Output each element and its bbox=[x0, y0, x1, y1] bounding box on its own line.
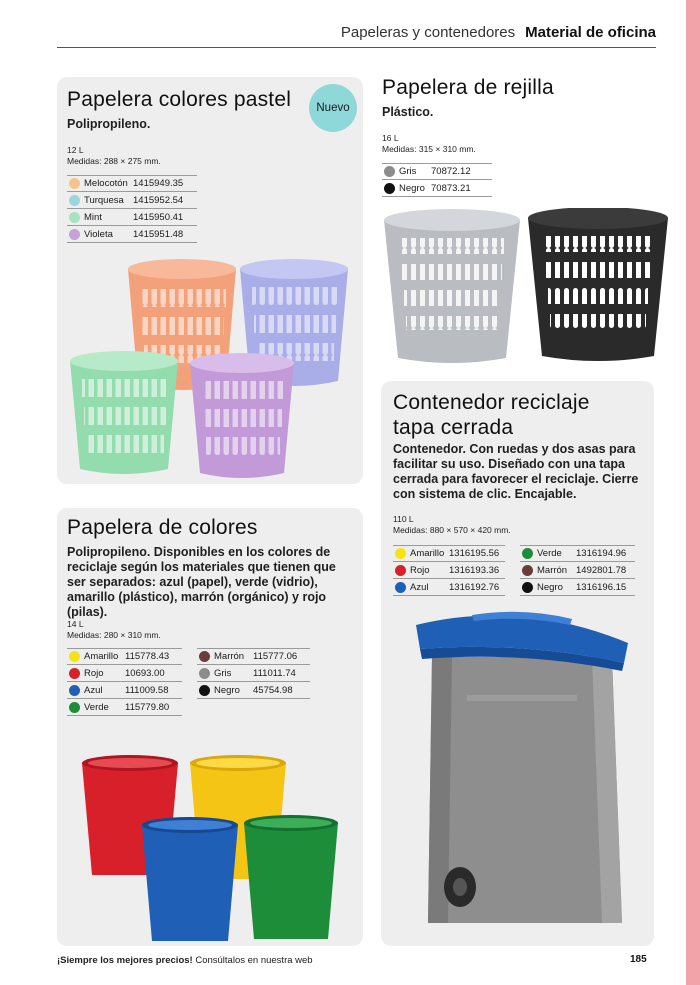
variant-name: Azul bbox=[84, 684, 103, 696]
variant-name: Rojo bbox=[410, 564, 430, 576]
color-swatch bbox=[522, 565, 533, 576]
dimensions-contenedor: Medidas: 880 × 570 × 420 mm. bbox=[393, 525, 511, 535]
product-title-rejilla: Papelera de rejilla bbox=[382, 76, 554, 99]
variant-row bbox=[382, 180, 492, 197]
variant-table-rejilla bbox=[382, 163, 492, 197]
page-header bbox=[338, 24, 656, 46]
variant-row bbox=[197, 648, 310, 665]
blue-bin bbox=[142, 817, 238, 941]
variant-name: Verde bbox=[84, 701, 109, 713]
variant-row bbox=[67, 682, 182, 699]
product-description-colores: Polipropileno. Disponibles en los colores de reciclaje según los materiales que tienen que ser separados: azul (papel), verde (vidrio), amarillo (plástico), marrón (orgánico) y rojo (pilas). bbox=[67, 545, 336, 619]
variant-row bbox=[67, 226, 197, 243]
pastel-bins-image bbox=[60, 255, 360, 480]
variant-code: 1415950.41 bbox=[133, 211, 184, 223]
capacity-rejilla: 16 L bbox=[382, 133, 399, 143]
variant-table-colores-left bbox=[67, 648, 182, 716]
variant-name: Negro bbox=[399, 182, 425, 194]
side-color-strip bbox=[686, 0, 700, 985]
variant-row bbox=[393, 579, 505, 596]
new-badge: Nuevo bbox=[309, 84, 357, 132]
variant-row bbox=[520, 579, 635, 596]
variant-row bbox=[67, 648, 182, 665]
variant-code: 111009.58 bbox=[125, 684, 169, 696]
variant-code: 115778.43 bbox=[125, 651, 170, 662]
variant-code: 1316194.96 bbox=[576, 548, 627, 559]
product-meta-rejilla bbox=[382, 133, 476, 155]
variant-row bbox=[520, 545, 635, 562]
variant-code: 1316192.76 bbox=[449, 581, 500, 593]
variant-name: Marrón bbox=[537, 564, 568, 576]
color-swatch bbox=[69, 651, 80, 662]
variant-row bbox=[67, 665, 182, 682]
color-swatch bbox=[395, 548, 406, 559]
variant-name: Amarillo bbox=[410, 548, 445, 559]
variant-code: 1492801.78 bbox=[576, 564, 627, 576]
variant-name: Melocotón bbox=[84, 178, 128, 189]
variant-name: Amarillo bbox=[84, 651, 119, 662]
variant-name: Gris bbox=[399, 166, 417, 177]
variant-row bbox=[382, 163, 492, 180]
variant-row bbox=[67, 192, 197, 209]
capacity-colores: 14 L bbox=[67, 619, 84, 629]
color-swatch bbox=[522, 582, 533, 593]
footer-bold: ¡Siempre los mejores precios! bbox=[57, 955, 193, 966]
variant-code: 115779.80 bbox=[125, 701, 170, 713]
variant-name: Gris bbox=[214, 667, 232, 679]
color-swatch bbox=[199, 685, 210, 696]
variant-name: Rojo bbox=[84, 667, 104, 679]
capacity-contenedor: 110 L bbox=[393, 514, 414, 524]
product-title-colores: Papelera de colores bbox=[67, 516, 258, 539]
product-meta-contenedor bbox=[393, 514, 511, 536]
capacity-pastel: 12 L bbox=[67, 145, 84, 155]
variant-row bbox=[197, 682, 310, 699]
color-swatch bbox=[395, 582, 406, 593]
mint-bin bbox=[70, 351, 178, 474]
variant-row bbox=[393, 545, 505, 562]
footer-text: Consúltalos en nuestra web bbox=[195, 955, 313, 966]
variant-code: 1415949.35 bbox=[133, 178, 184, 189]
variant-row bbox=[67, 209, 197, 226]
variant-name: Violeta bbox=[84, 228, 113, 240]
variant-code: 45754.98 bbox=[253, 684, 293, 696]
variant-name: Marrón bbox=[214, 651, 245, 662]
variant-table-colores-right bbox=[197, 648, 310, 699]
color-swatch bbox=[69, 178, 80, 189]
rejilla-bins-image bbox=[382, 208, 672, 373]
variant-row bbox=[520, 562, 635, 579]
variant-code: 1316195.56 bbox=[449, 548, 500, 559]
green-bin bbox=[244, 815, 338, 939]
header-category: Papeleras y contenedores bbox=[340, 24, 516, 41]
variant-row bbox=[197, 665, 310, 682]
variant-table-pastel bbox=[67, 175, 197, 243]
variant-name: Verde bbox=[537, 548, 562, 559]
variant-code: 70872.12 bbox=[431, 166, 471, 177]
color-swatch bbox=[69, 685, 80, 696]
color-swatch bbox=[69, 668, 80, 679]
variant-table-contenedor-left bbox=[393, 545, 505, 596]
variant-row bbox=[393, 562, 505, 579]
gray-mesh-bin bbox=[384, 209, 520, 363]
variant-name: Turquesa bbox=[84, 194, 124, 206]
product-meta-pastel bbox=[67, 145, 161, 167]
color-swatch bbox=[199, 651, 210, 662]
variant-name: Azul bbox=[410, 581, 429, 593]
violet-bin bbox=[190, 353, 294, 478]
color-swatch bbox=[69, 212, 80, 223]
variant-row bbox=[67, 699, 182, 716]
variant-table-contenedor-right bbox=[520, 545, 635, 596]
color-swatch bbox=[384, 183, 395, 194]
product-subtitle-rejilla: Plástico. bbox=[382, 105, 434, 119]
colored-bins-image bbox=[80, 755, 345, 945]
container-image bbox=[412, 605, 637, 940]
color-swatch bbox=[199, 668, 210, 679]
product-subtitle-pastel: Polipropileno. bbox=[67, 117, 151, 131]
color-swatch bbox=[69, 702, 80, 713]
variant-code: 1415952.54 bbox=[133, 194, 184, 206]
page-number: 185 bbox=[630, 954, 647, 965]
color-swatch bbox=[69, 195, 80, 206]
product-meta-colores bbox=[67, 619, 161, 641]
variant-row bbox=[67, 175, 197, 192]
variant-code: 10693.00 bbox=[125, 667, 165, 679]
product-title-contenedor-line2: tapa cerrada bbox=[393, 416, 514, 439]
variant-code: 111011.74 bbox=[253, 667, 296, 679]
wheelie-bin bbox=[416, 612, 628, 923]
header-section: Material de oficina bbox=[525, 24, 656, 41]
dimensions-colores: Medidas: 280 × 310 mm. bbox=[67, 630, 161, 640]
variant-code: 1415951.48 bbox=[133, 228, 184, 240]
color-swatch bbox=[384, 166, 395, 177]
footer-note bbox=[57, 955, 313, 966]
variant-code: 1316196.15 bbox=[576, 581, 627, 593]
product-title-contenedor bbox=[393, 390, 590, 440]
variant-name: Negro bbox=[214, 684, 240, 696]
variant-code: 115777.06 bbox=[253, 651, 298, 662]
black-mesh-bin bbox=[528, 208, 668, 361]
product-title-pastel: Papelera colores pastel bbox=[67, 88, 292, 111]
color-swatch bbox=[395, 565, 406, 576]
variant-name: Negro bbox=[537, 581, 563, 593]
color-swatch bbox=[522, 548, 533, 559]
variant-code: 70873.21 bbox=[431, 182, 471, 194]
product-description-contenedor: Contenedor. Con ruedas y dos asas para facilitar su uso. Diseñado con una tapa cerrada para favorecer el reciclaje. Cierre con sistema de clic. Encajable. bbox=[393, 442, 639, 501]
dimensions-rejilla: Medidas: 315 × 310 mm. bbox=[382, 144, 476, 154]
variant-name: Mint bbox=[84, 211, 102, 223]
color-swatch bbox=[69, 229, 80, 240]
header-divider bbox=[57, 47, 656, 48]
dimensions-pastel: Medidas: 288 × 275 mm. bbox=[67, 156, 161, 166]
product-title-contenedor-line1: Contenedor reciclaje bbox=[393, 391, 590, 414]
variant-code: 1316193.36 bbox=[449, 564, 500, 576]
